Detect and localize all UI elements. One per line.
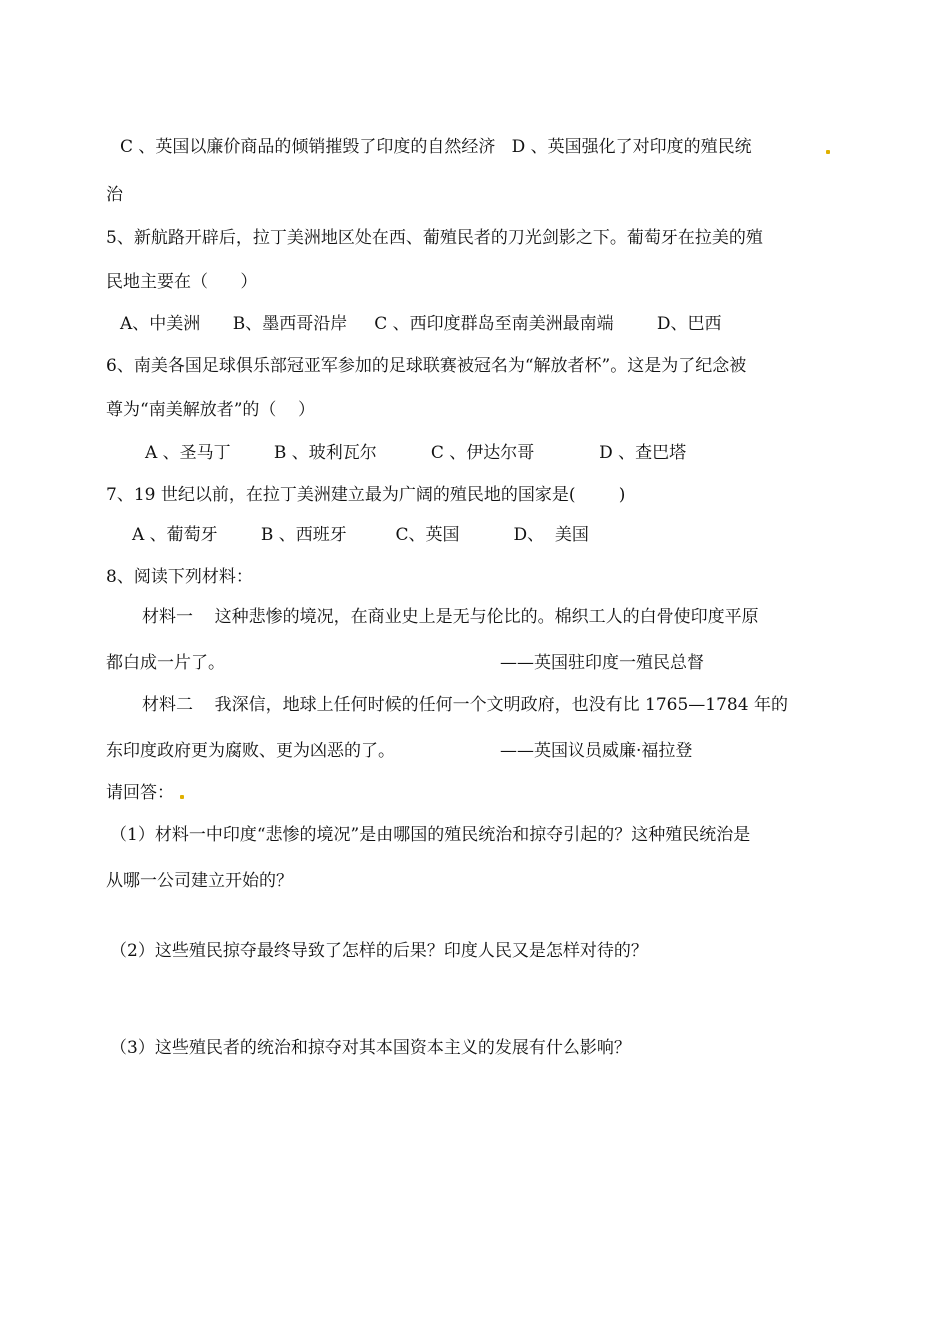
question-8-stem: 8、阅读下列材料： (106, 567, 253, 587)
question-5-stem-continued: 民地主要在（ ） (106, 272, 258, 292)
answer-prompt: 请回答： (106, 783, 174, 803)
question-6-options: A 、圣马丁 B 、玻利瓦尔 C 、伊达尔哥 D 、查巴塔 (145, 443, 687, 463)
highlight-mark (180, 795, 184, 799)
question-4-option-d-continued: 治 (106, 185, 123, 205)
material-2-text-continued: 东印度政府更为腐败、更为凶恶的了。 (106, 741, 395, 761)
question-7-stem: 7、19 世纪以前，在拉丁美洲建立最为广阔的殖民地的国家是( ) (106, 485, 626, 505)
material-2-source: ——英国议员威廉·福拉登 (500, 741, 693, 761)
question-5-options: A、中美洲 B、墨西哥沿岸 C 、西印度群岛至南美洲最南端 D、巴西 (120, 314, 722, 334)
material-2-text: 材料二 我深信，地球上任何时候的任何一个文明政府，也没有比 1765—1784 年的 (142, 695, 788, 715)
material-1-source: ——英国驻印度一殖民总督 (500, 653, 704, 673)
material-1-text-continued: 都白成一片了。 (106, 653, 225, 673)
question-6-stem: 6、南美各国足球俱乐部冠亚军参加的足球联赛被冠名为“解放者杯”。这是为了纪念被 (106, 356, 747, 376)
sub-question-1-continued: 从哪一公司建立开始的？ (106, 871, 293, 891)
question-4-option-c-d: C 、英国以廉价商品的倾销摧毁了印度的自然经济 D 、英国强化了对印度的殖民统 (120, 137, 752, 157)
highlight-mark (826, 150, 830, 154)
question-7-options: A 、葡萄牙 B 、西班牙 C、英国 D、 美国 (132, 525, 589, 545)
sub-question-3: （3）这些殖民者的统治和掠夺对其本国资本主义的发展有什么影响？ (110, 1038, 631, 1058)
sub-question-1: （1）材料一中印度“悲惨的境况”是由哪国的殖民统治和掠夺引起的？这种殖民统治是 (110, 825, 751, 845)
question-6-stem-continued: 尊为“南美解放者”的（ ） (106, 400, 315, 420)
sub-question-2: （2）这些殖民掠夺最终导致了怎样的后果？印度人民又是怎样对待的？ (110, 941, 648, 961)
question-5-stem: 5、新航路开辟后，拉丁美洲地区处在西、葡殖民者的刀光剑影之下。葡萄牙在拉美的殖 (106, 228, 763, 248)
material-1-text: 材料一 这种悲惨的境况，在商业史上是无与伦比的。棉织工人的白骨使印度平原 (142, 607, 759, 627)
